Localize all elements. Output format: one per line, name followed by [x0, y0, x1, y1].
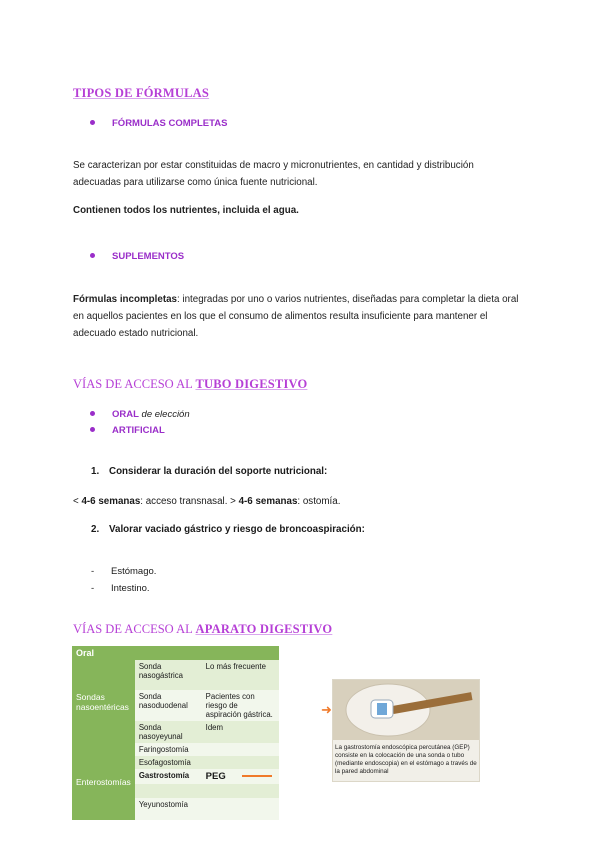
table-cell	[202, 784, 279, 798]
section-title-tubo-digestivo: VÍAS DE ACCESO AL TUBO DIGESTIVO	[73, 377, 308, 391]
orange-line	[242, 775, 272, 777]
table-row	[72, 660, 279, 690]
gastrostomy-figure	[332, 679, 480, 782]
table-cell: Lo más frecuente	[202, 660, 279, 690]
numbered-item-2: 2. Valorar vaciado gástrico y riesgo de broncoaspiración:	[91, 524, 365, 535]
bullet-formulas-completas: FÓRMULAS COMPLETAS	[90, 118, 227, 129]
bullet-dot-icon	[90, 253, 95, 258]
table-row	[72, 743, 279, 756]
table-row	[72, 646, 279, 660]
table-cell: Sonda nasoduodenal	[135, 690, 202, 721]
table-cell: Sonda nasoyeyunal	[135, 721, 202, 743]
table-cell	[202, 743, 279, 756]
table-cell	[202, 756, 279, 769]
bullet-oral: ORAL de elección	[90, 409, 190, 420]
bullet-dot-icon	[90, 120, 95, 125]
gastrostomy-photo	[333, 680, 479, 740]
table-cell: Idem	[202, 721, 279, 743]
figure-caption: La gastrostomía endoscópica percutánea (GEP) consiste en la colocación de una sonda o tubo (mediante endoscopia) en el estómago a través de la pared abdominal	[335, 744, 477, 775]
bullet-dot-icon	[90, 411, 95, 416]
table-cell: Esofagostomía	[135, 756, 202, 769]
table-cell: Gastrostomía	[135, 769, 202, 784]
arrow-right-icon: ➜	[321, 702, 332, 717]
table-cell: Sonda nasogástrica	[135, 660, 202, 690]
numbered-item-1: 1. Considerar la duración del soporte nutricional:	[91, 466, 328, 477]
table-cell: Yeyunostomía	[135, 798, 202, 820]
bullet-artificial: ARTIFICIAL	[90, 425, 165, 436]
section-title-aparato-digestivo: VÍAS DE ACCESO AL APARATO DIGESTIVO	[73, 622, 333, 636]
table-cell: Faringostomía	[135, 743, 202, 756]
table-header-oral: Oral	[72, 646, 279, 660]
section-title-tipos-formulas: TIPOS DE FÓRMULAS	[73, 86, 210, 100]
table-cell	[202, 798, 279, 820]
access-routes-table	[72, 646, 279, 820]
paragraph-incompletas: Fórmulas incompletas: integradas por uno o varios nutrientes, diseñadas para completar la dieta oral en aquellos pacientes en los que el consumo de alimentos resulta insuficiente para mantener el adecuado estado nutricional.	[73, 294, 519, 339]
group-sondas-nasoentericas: Sondas nasoentéricas	[72, 660, 135, 743]
bullet-suplementos: SUPLEMENTOS	[90, 251, 184, 262]
dash-item-estomago: - Estómago.	[91, 566, 157, 577]
line-semanas: < 4-6 semanas: acceso transnasal. > 4-6 semanas: ostomía.	[73, 496, 341, 507]
table-cell: Pacientes con riesgo de aspiración gástrica.	[202, 690, 279, 721]
table-cell: PEG	[202, 769, 279, 784]
paragraph-nutrientes: Contienen todos los nutrientes, incluida el agua.	[73, 205, 299, 216]
group-enterostomias: Enterostomías	[72, 743, 135, 820]
bullet-dot-icon	[90, 427, 95, 432]
table-cell	[135, 784, 202, 798]
dash-item-intestino: - Intestino.	[91, 583, 150, 594]
paragraph-completas: Se caracterizan por estar constituidas de macro y micronutrientes, en cantidad y distribución adecuadas para utilizarse como única fuente nutricional.	[73, 160, 474, 188]
